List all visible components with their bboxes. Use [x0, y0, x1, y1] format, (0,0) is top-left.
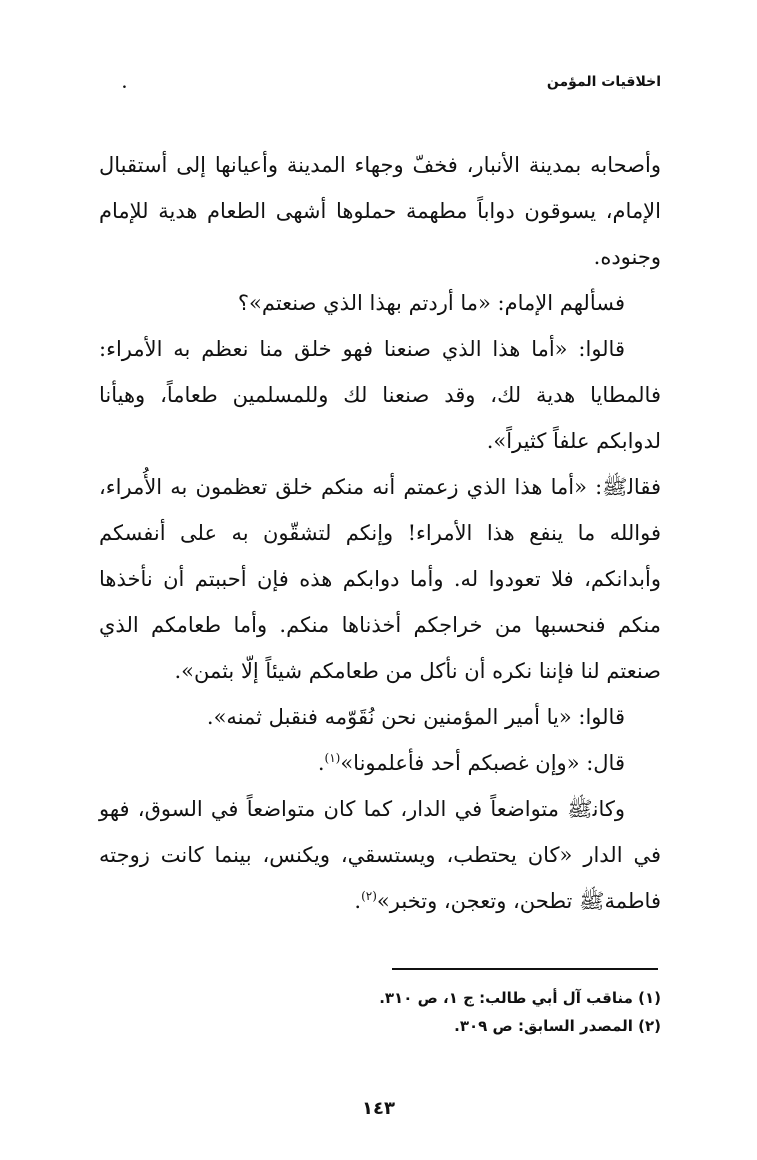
- paragraph-6: [99, 740, 661, 786]
- footnote-ref-2: (٢): [361, 889, 377, 903]
- paragraph-7-text: وكان‍ﷺ متواضعاً في الدار، كما كان متواضعاً في السوق، فهو في الدار «كان يحتطب، ويستسقي، ويكنس، بينما كانت زوجته فاطمة‍ﷺ تطحن، وتعجن، وتخبر»: [99, 797, 661, 913]
- paragraph-6-end: .: [317, 751, 325, 775]
- paragraph-7-end: .: [354, 889, 362, 913]
- running-header: [96, 74, 661, 100]
- paragraph-3: قالوا: «أما هذا الذي صنعنا فهو خلق منا نعظم به الأمراء: فالمطايا هدية لك، وقد صنعنا لك وللمسلمين طعاماً، وهيأنا لدوابكم علفاً كثيراً».: [99, 337, 661, 453]
- paragraph-4: فقال‍ﷺ: «أما هذا الذي زعمتم أنه منكم خلق تعظمون به الأُمراء، فوالله ما ينفع هذا الأمراء! وإنكم لتشقّون به على أنفسكم وأبدانكم، فلا تعودوا له. وأما دوابكم هذه فإن أحببتم أن نأخذها منكم فنحسبها من خراجكم أخذناها منكم. وأما طعامكم الذي صنعتم لنا فإننا نكره أن نأكل من طعامكم شيئاً إلّا بثمن».: [99, 475, 661, 683]
- main-text: [99, 142, 661, 924]
- paragraph-7: [99, 786, 661, 924]
- paragraph-1: وأصحابه بمدينة الأنبار، فخفّ وجهاء المدينة وأعيانها إلى أستقبال الإمام، يسوقون دواباً مطهمة حملوها أشهى الطعام هدية للإمام وجنوده.: [99, 153, 661, 269]
- footnotes: [99, 984, 661, 1040]
- paragraph-5: قالوا: «يا أمير المؤمنين نحن نُقَوّمه فنقبل ثمنه».: [206, 705, 625, 729]
- footnote-2: (٢) المصدر السابق: ص ٣٠٩.: [454, 1017, 661, 1035]
- paragraph-2: فسألهم الإمام: «ما أردتم بهذا الذي صنعتم»؟: [237, 291, 625, 315]
- footnote-divider: [392, 968, 658, 970]
- header-title: اخلاقيات المؤمن: [546, 74, 661, 90]
- page-number: ١٤٣: [362, 1098, 395, 1119]
- footnote-ref-1: (١): [324, 751, 341, 765]
- paragraph-6-text: قال: «وإن غصبكم أحد فأعلمونا»: [340, 751, 625, 775]
- header-dot: .: [122, 76, 127, 92]
- footnote-1: (١) مناقب آل أبي طالب: ج ١، ص ٣١٠.: [379, 989, 661, 1007]
